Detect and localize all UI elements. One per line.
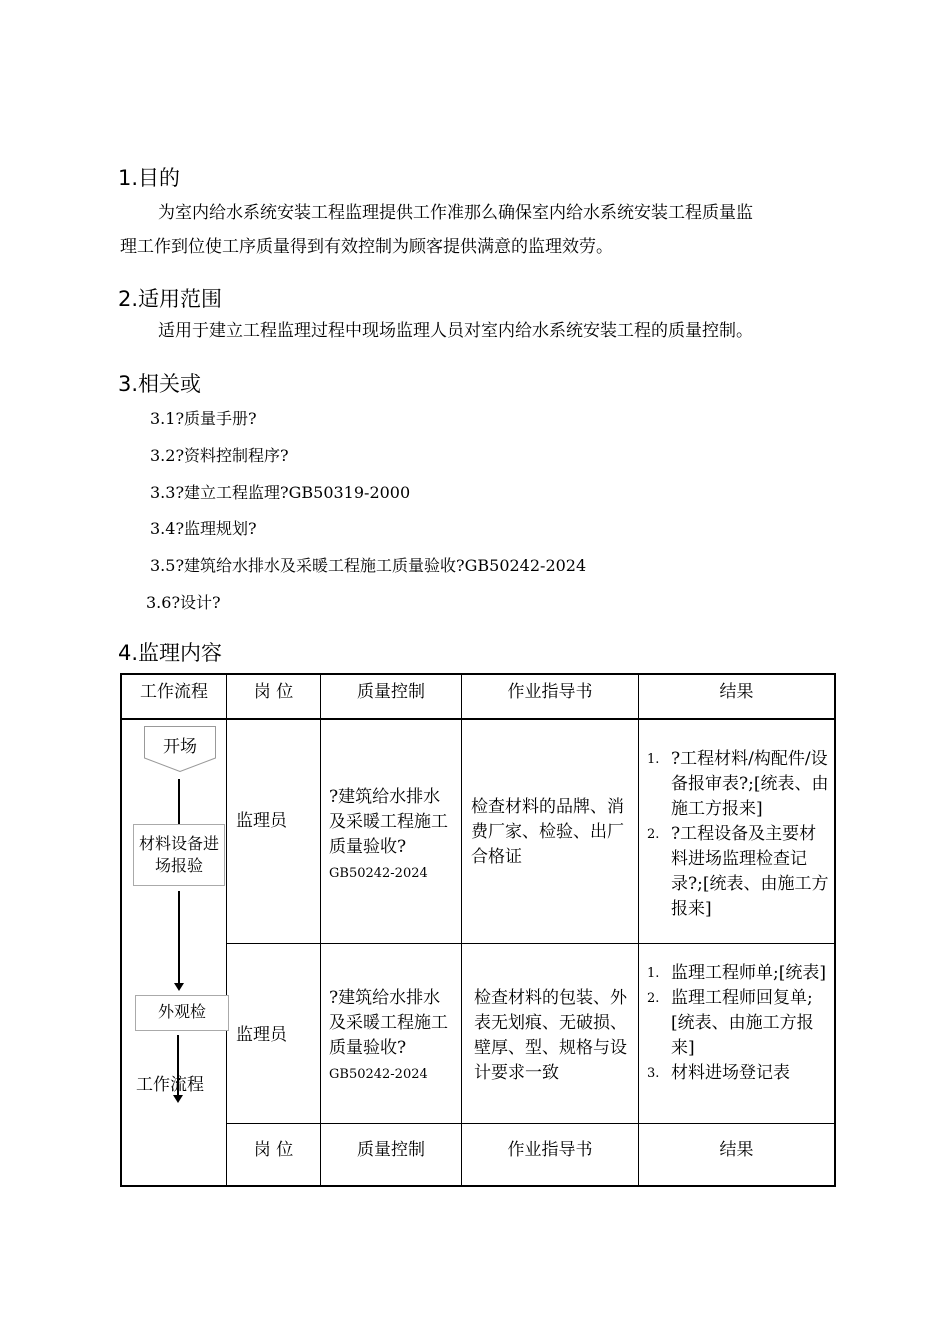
row1-guide: 检查材料的品牌、消费厂家、检验、出厂合格证 [471,797,624,867]
flow-arrow [178,891,180,985]
row1-results [647,747,829,922]
supervision-table [120,673,836,1187]
section-2-text: 适用于建立工程监理过程中现场监理人员对室内给水系统安装工程的质量控制。 [158,321,753,341]
header-quality-control: 质量控制 [357,682,425,702]
row2-result-item: 2. 监理工程师回复单;[统表、由施工方报来] [647,988,814,1058]
reference-item: 3.1?质量手册? [150,409,257,428]
flow-step-material-check [133,824,225,886]
section-2-title: 2.适用范围 [118,287,223,311]
row1-quality-code: GB50242-2024 [329,866,428,881]
row2-result-item: 3. 材料进场登记表 [647,1063,790,1083]
header-guide: 作业指导书 [507,682,593,702]
row2-results [647,961,829,1086]
flow-start-node [144,726,216,772]
row1-quality [329,785,457,886]
section-4-title: 4.监理内容 [118,641,223,665]
flow-arrow [178,779,180,829]
row2-quality [329,986,457,1087]
header-result: 结果 [719,682,754,702]
header-position: 岗 位 [253,682,294,702]
row1-result-item: 2. ?工程设备及主要材料进场监理检查记录?;[统表、由施工方报来] [647,824,829,919]
row1-quality-text: ?建筑给水排水及采暖工程施工质量验收? [329,787,448,857]
section-1-title: 1.目的 [118,166,181,190]
section-1-text-line2: 理工作到位使工序质量得到有效控制为顾客提供满意的监理效劳。 [120,237,613,257]
footer-result: 结果 [719,1140,754,1160]
footer-position: 岗 位 [253,1140,294,1160]
row1-role: 监理员 [236,811,287,831]
reference-item: 3.4?监理规划? [150,519,257,538]
flow-step-visual-check: 外观检 [135,995,229,1031]
row2-guide: 检查材料的包装、外表无划痕、无破损、壁厚、型、规格与设计要求一致 [474,988,627,1083]
row1-result-item: 1. ?工程材料/构配件/设备报审表?;[统表、由施工方报来] [647,749,829,819]
flow-step-material-check-label: 材料设备进场报验 [139,834,220,875]
header-workflow: 工作流程 [140,682,208,702]
footer-guide: 作业指导书 [507,1140,593,1160]
row2-quality-text: ?建筑给水排水及采暖工程施工质量验收? [329,988,448,1058]
row2-result-item: 1. 监理工程师单;[统表] [647,963,826,983]
row2-quality-code: GB50242-2024 [329,1067,428,1082]
footer-quality-control: 质量控制 [357,1140,425,1160]
reference-item: 3.2?资料控制程序? [150,446,289,465]
section-1-text-line1: 为室内给水系统安装工程监理提供工作准那么确保室内给水系统安装工程质量监 [158,203,753,223]
flow-overlay-label: 工作流程 [136,1075,204,1095]
reference-item: 3.3?建立工程监理?GB50319-2000 [150,483,411,502]
reference-item: 3.6?设计? [146,593,221,612]
section-3-title: 3.相关或 [118,372,202,396]
reference-item: 3.5?建筑给水排水及采暖工程施工质量验收?GB50242-2024 [150,556,587,575]
row2-role: 监理员 [236,1025,287,1045]
flow-start-label: 开场 [163,737,197,757]
